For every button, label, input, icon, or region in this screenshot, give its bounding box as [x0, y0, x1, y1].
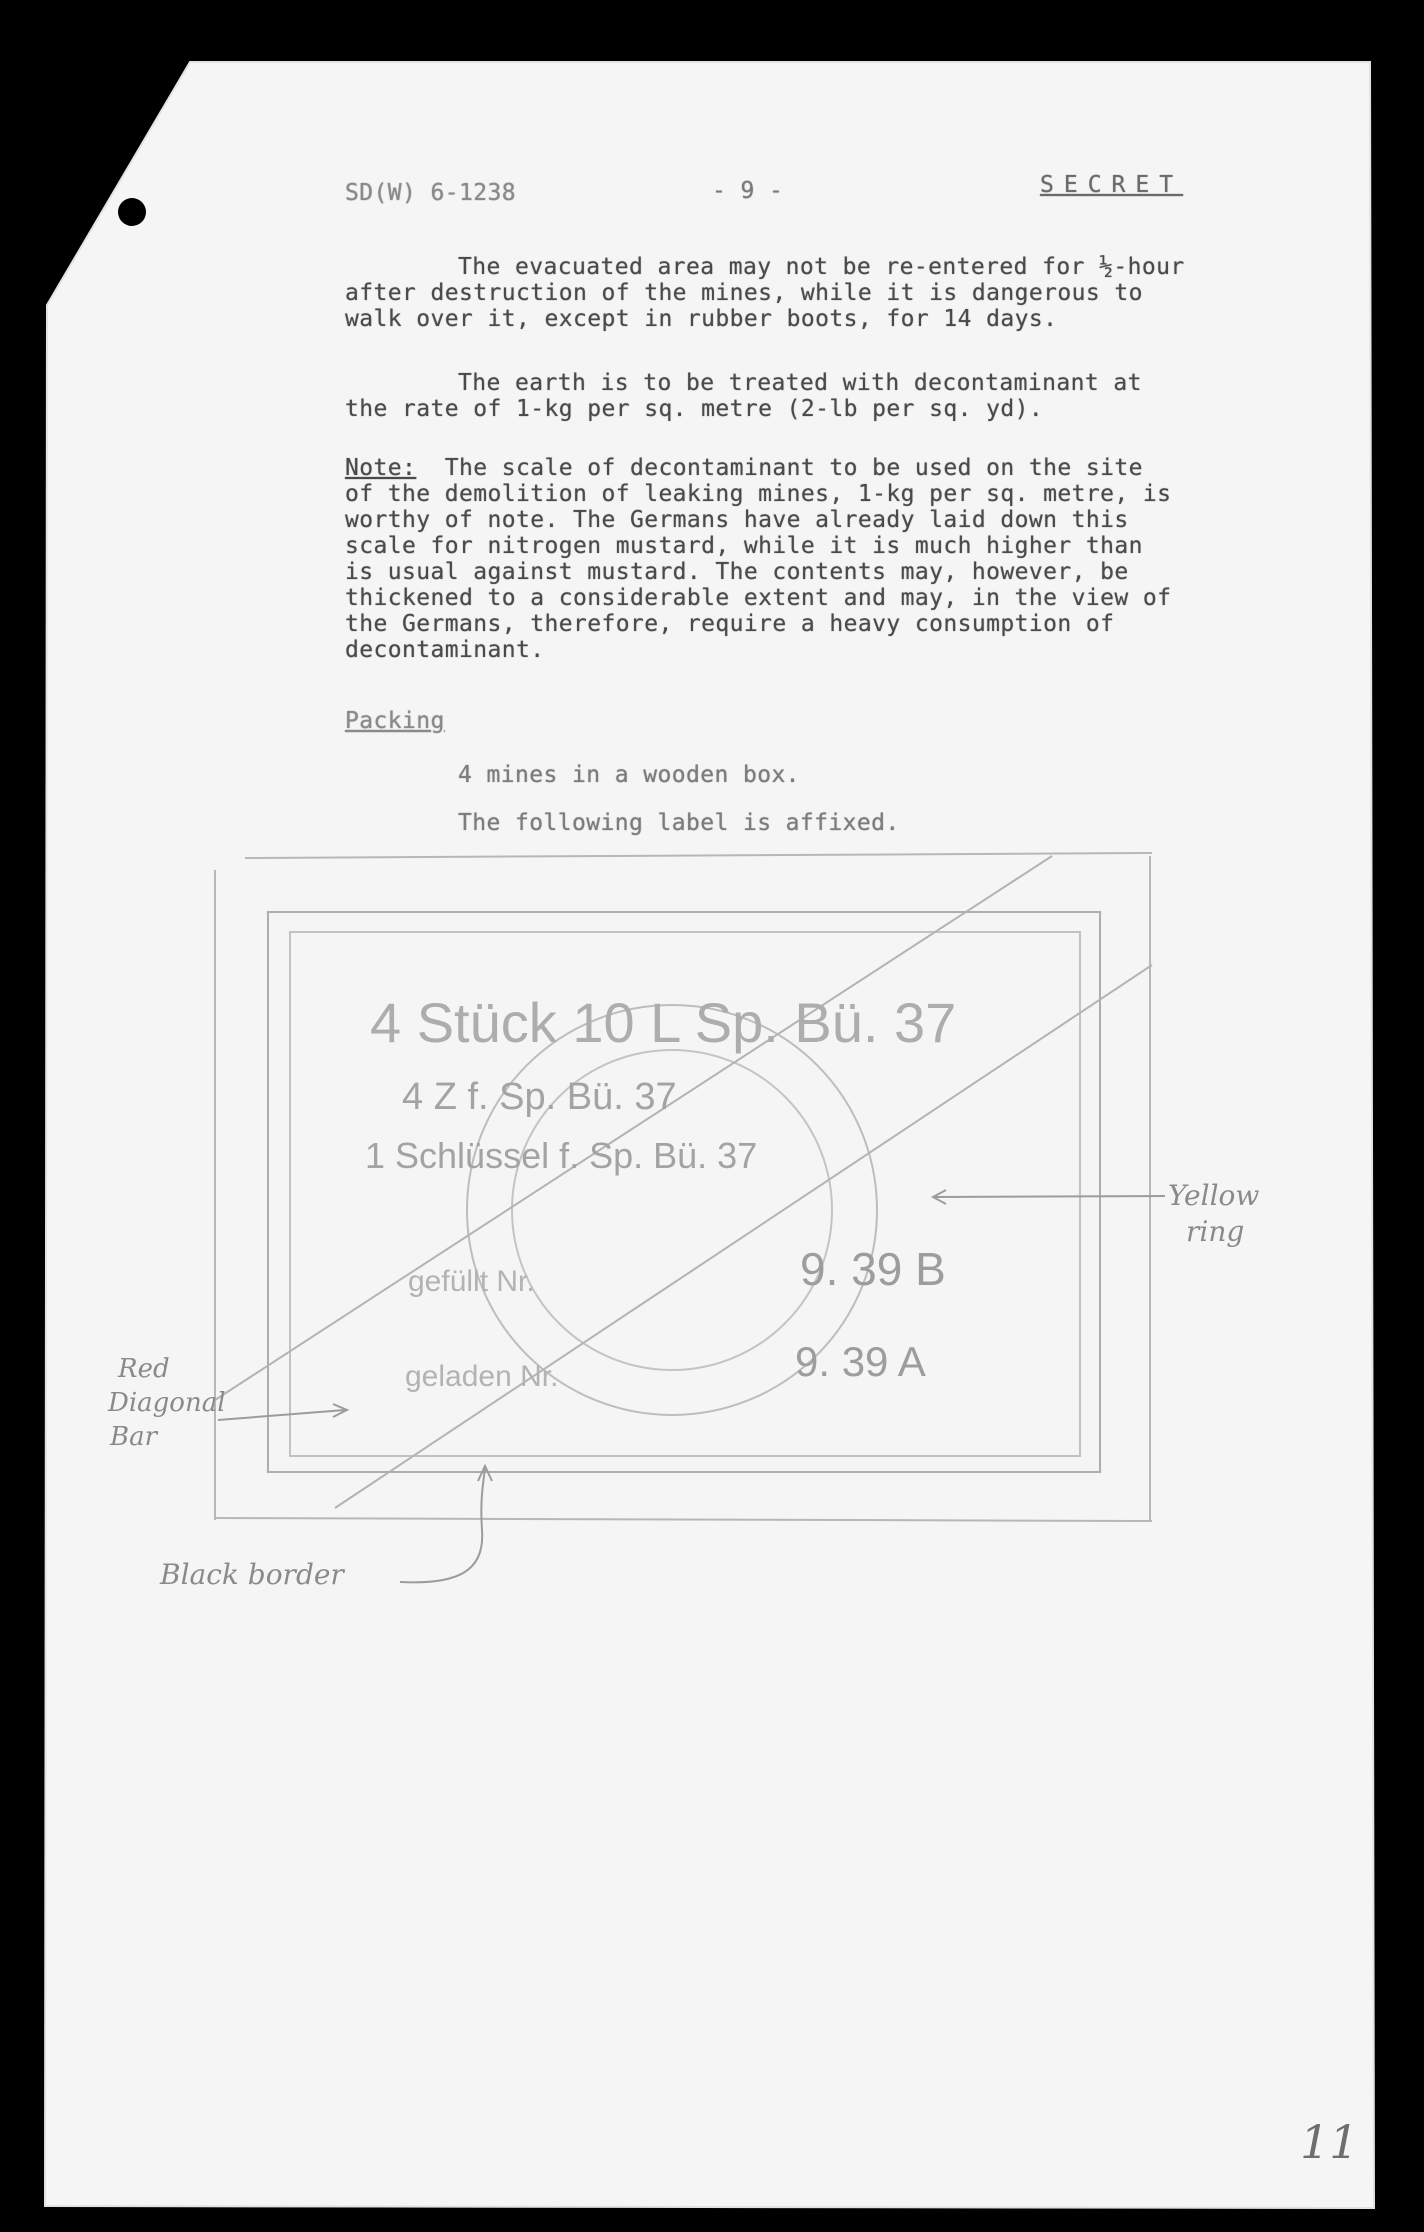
annotation-yellow-ring	[1168, 1178, 1259, 1250]
text-line: The earth is to be treated with decontaminant at	[458, 370, 1142, 396]
label-line-2: 4 Z f. Sp. Bü. 37	[402, 1076, 677, 1118]
punch-hole	[118, 198, 146, 226]
text-line: of the demolition of leaking mines, 1-kg per sq. metre, is	[345, 481, 1172, 507]
classification-marking: SECRET	[1040, 172, 1184, 198]
text-line: worthy of note. The Germans have already laid down this	[345, 507, 1129, 533]
label-field-1-value: 9. 39 B	[800, 1243, 946, 1295]
text-line: The scale of decontaminant to be used on the site	[444, 455, 1143, 481]
annotation-red-bar	[108, 1352, 226, 1454]
text-line: the Germans, therefore, require a heavy consumption of	[345, 611, 1115, 637]
text-line: thickened to a considerable extent and may, in the view of	[345, 585, 1172, 611]
doc-ref: SD(W) 6-1238	[345, 180, 516, 206]
label-field-2-label: geladen Nr.	[405, 1360, 559, 1393]
text-line: The evacuated area may not be re-entered for ½-hour	[458, 254, 1185, 280]
page-number: - 9 -	[712, 178, 784, 204]
packing-heading: Packing	[345, 708, 445, 734]
label-field-2-value: 9. 39 A	[795, 1338, 926, 1385]
label-field-1-label: gefüllt Nr.	[408, 1265, 535, 1298]
paragraph-evacuation	[345, 254, 1185, 332]
note-first-line	[345, 455, 1171, 481]
annotation-word: Bar	[110, 1422, 158, 1452]
annotation-word: ring	[1186, 1215, 1245, 1248]
text-line: the rate of 1-kg per sq. metre (2-lb per sq. yd).	[345, 396, 1044, 422]
text-line: decontaminant.	[345, 637, 545, 663]
text-line: is usual against mustard. The contents may, however, be	[345, 559, 1129, 585]
text-line: walk over it, except in rubber boots, for 14 days.	[345, 306, 1058, 332]
annotation-black-border: Black border	[160, 1558, 344, 1591]
page-mark: 11	[1300, 2115, 1359, 2169]
annotation-word: Red	[118, 1354, 170, 1384]
paragraph-note	[345, 455, 1171, 663]
annotation-word: Yellow	[1168, 1179, 1260, 1212]
annotation-word: Diagonal	[108, 1388, 226, 1418]
label-line-3: 1 Schlüssel f. Sp. Bü. 37	[365, 1135, 758, 1176]
text-line: scale for nitrogen mustard, while it is much higher than	[345, 533, 1143, 559]
note-label: Note:	[345, 455, 417, 481]
packing-line: 4 mines in a wooden box.	[458, 762, 800, 788]
packing-line: The following label is affixed.	[458, 810, 900, 836]
label-line-1: 4 Stück 10 L Sp. Bü. 37	[370, 991, 957, 1054]
text-line: after destruction of the mines, while it is dangerous to	[345, 280, 1143, 306]
paragraph-decontamination	[345, 370, 1142, 422]
